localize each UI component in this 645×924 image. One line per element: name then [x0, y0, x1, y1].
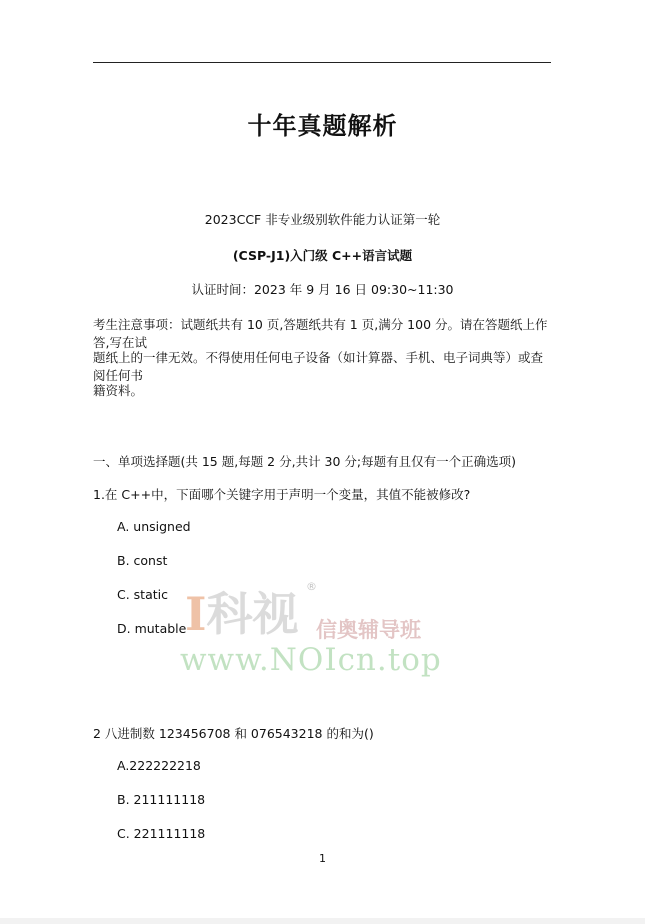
- watermark-logo: I科视: [185, 587, 299, 641]
- page-number: 1: [319, 852, 326, 865]
- header-rule: [93, 62, 551, 63]
- watermark-logo-text: 科视: [206, 587, 299, 641]
- question-2-option-a: A.222222218: [117, 758, 201, 773]
- notice-line-1: 考生注意事项：试题纸共有 10 页,答题纸共有 1 页,满分 100 分。请在答题纸上作答,写在试: [93, 317, 548, 350]
- section-heading: 一、单项选择题(共 15 题,每题 2 分,共计 30 分;每题有且仅有一个正确选项): [93, 454, 517, 469]
- question-2-option-c: C. 221111118: [117, 826, 206, 841]
- exam-subtitle: (CSP-J1)入门级 C++语言试题: [232, 248, 413, 263]
- question-2-option-b: B. 211111118: [117, 792, 206, 807]
- question-1-option-b: B. const: [117, 553, 168, 568]
- exam-time: 认证时间：2023 年 9 月 16 日 09:30~11:30: [191, 282, 454, 297]
- question-1-text: 1.在 C++中，下面哪个关键字用于声明一个变量，其值不能被修改?: [93, 487, 471, 502]
- question-2-text: 2 八进制数 123456708 和 076543218 的和为(): [93, 726, 374, 741]
- document-title: 十年真题解析: [247, 112, 398, 140]
- question-1-option-a: A. unsigned: [117, 519, 191, 534]
- watermark-url: www.NOIcn.top: [180, 642, 442, 678]
- question-1-option-d: D. mutable: [117, 621, 187, 636]
- exam-name: 2023CCF 非专业级别软件能力认证第一轮: [204, 212, 441, 227]
- watermark-subtitle: 信奥辅导班: [316, 617, 421, 642]
- notice-line-3: 籍资料。: [93, 383, 144, 398]
- watermark-registered-mark: ®: [306, 580, 317, 593]
- notice-line-2: 题纸上的一律无效。不得使用任何电子设备（如计算器、手机、电子词典等）或查阅任何书: [93, 350, 544, 383]
- question-1-option-c: C. static: [117, 587, 168, 602]
